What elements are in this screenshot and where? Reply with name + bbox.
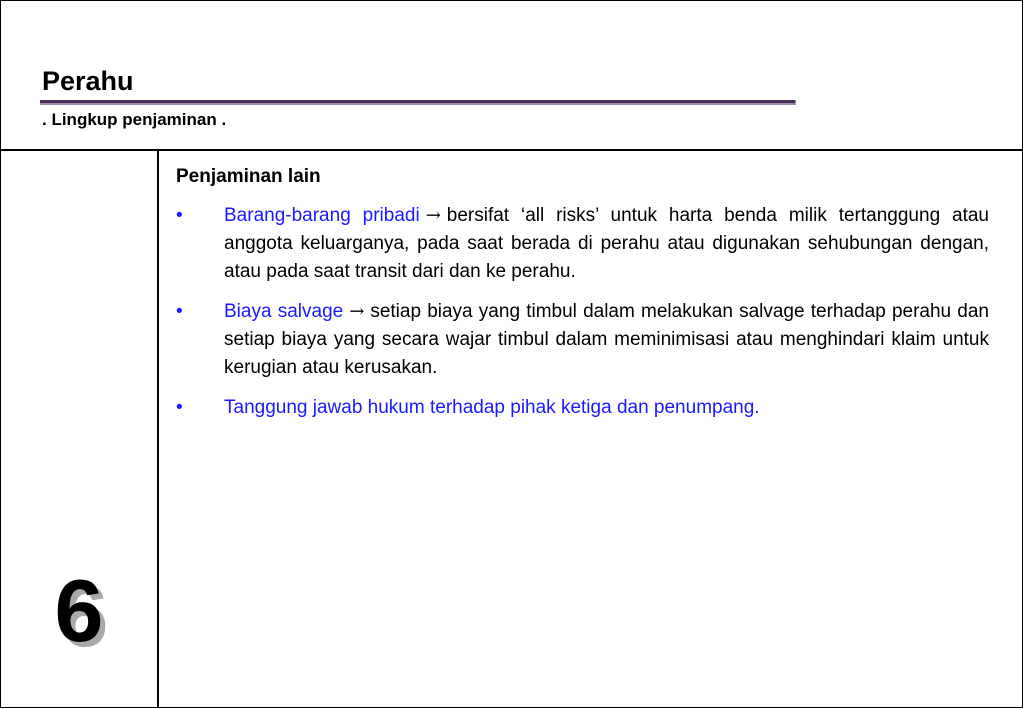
bullet-item-personal-goods: [176, 202, 989, 286]
slide-subtitle: . Lingkup penjaminan .: [42, 110, 227, 129]
bullet-icon: •: [176, 301, 183, 322]
slide-header: [1, 1, 1022, 151]
right-arrow-icon: →: [349, 301, 365, 322]
bullet-term: Biaya salvage: [224, 301, 344, 322]
title-underline: [40, 100, 796, 105]
section-title: Penjaminan lain: [176, 166, 321, 187]
bullet-item-salvage-cost: [176, 298, 989, 382]
right-arrow-icon: →: [425, 205, 441, 226]
bullet-item-legal-liability: [176, 394, 989, 422]
bullet-icon: •: [176, 397, 183, 418]
slide-sidebar: [1, 151, 159, 707]
bullet-icon: •: [176, 205, 183, 226]
slide-number: 6: [54, 561, 104, 660]
bullet-term: Tanggung jawab hukum terhadap pihak ketiga dan penumpang.: [224, 397, 760, 418]
bullet-text: bersifat ‘all risks’ untuk harta benda milik tertanggung atau anggota keluarganya, pada saat berada di perahu atau digunakan sehubungan dengan, atau pada saat transit dari dan ke perahu.: [224, 205, 989, 282]
slide-title: Perahu: [42, 66, 134, 96]
bullet-term: Barang-barang pribadi: [224, 205, 420, 226]
bullet-text: setiap biaya yang timbul dalam melakukan salvage terhadap perahu dan setiap biaya yang secara wajar timbul dalam meminimisasi atau menghindari klaim untuk kerugian atau kerusakan.: [224, 301, 990, 378]
slide-content: [176, 163, 989, 434]
